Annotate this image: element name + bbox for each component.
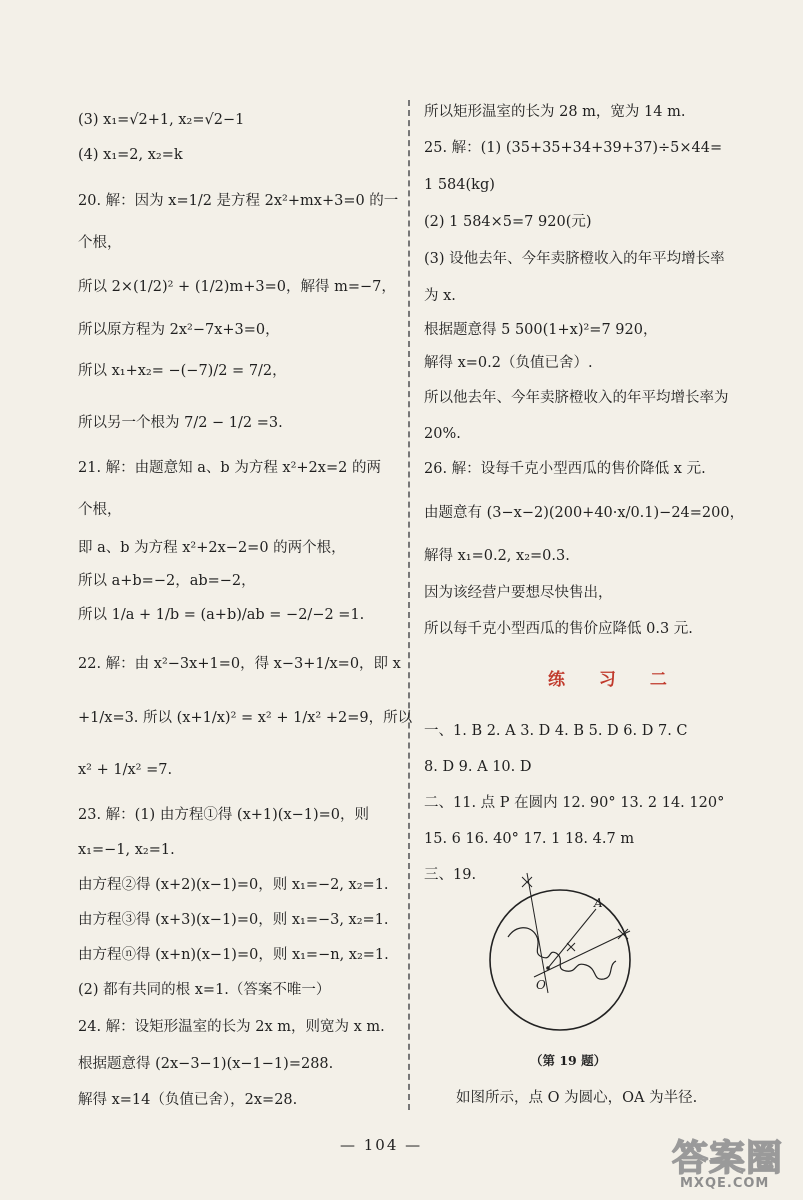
- center-point: [546, 966, 550, 970]
- text-line: 由题意有 (3−x−2)(200+40·x/0.1)−24=200，: [424, 505, 745, 521]
- text-line: (3) 设他去年、今年卖脐橙收入的年平均增长率: [424, 251, 725, 267]
- arc-mark: [522, 877, 532, 887]
- text-line: 由方程②得 (x+2)(x−1)=0，则 x₁=−2, x₂=1.: [78, 877, 389, 893]
- section-title: 练 习 二: [548, 670, 681, 690]
- label-o: O: [536, 978, 546, 992]
- text-line: 所以每千克小型西瓜的售价应降低 0.3 元.: [424, 621, 693, 637]
- watermark-url: MXQE.COM: [680, 1176, 770, 1191]
- text-line: 解得 x=14（负值已舍），2x=28.: [78, 1092, 298, 1108]
- text-line: (3) x₁=√2+1, x₂=√2−1: [78, 112, 245, 128]
- answer-line: 8. D 9. A 10. D: [424, 759, 532, 775]
- perpendicular-bisector-2: [534, 931, 630, 977]
- text-line: 为 x.: [424, 288, 456, 304]
- text-line: 因为该经营户要想尽快售出，: [424, 585, 613, 601]
- watermark-main-text: 答案圈: [672, 1138, 784, 1179]
- answer-line: 三、19.: [424, 867, 477, 883]
- text-line: 个根，: [78, 235, 122, 251]
- text-line: (2) 都有共同的根 x=1.（答案不唯一）: [78, 982, 331, 998]
- geometry-figure: [470, 865, 650, 1045]
- text-line: 26. 解：设每千克小型西瓜的售价降低 x 元.: [424, 461, 706, 477]
- text-line: 20. 解：因为 x=1/2 是方程 2x²+mx+3=0 的一: [78, 193, 399, 209]
- text-line: +1/x=3. 所以 (x+1/x)² = x² + 1/x² +2=9，所以: [78, 710, 413, 726]
- figure-caption: （第 19 题）: [530, 1053, 607, 1068]
- text-line: 由方程③得 (x+3)(x−1)=0，则 x₁=−3, x₂=1.: [78, 912, 389, 928]
- conclusion-text: 如图所示，点 O 为圆心，OA 为半径.: [456, 1090, 698, 1106]
- text-line: 20%.: [424, 426, 461, 442]
- text-line: 所以他去年、今年卖脐橙收入的年平均增长率为: [424, 390, 729, 406]
- text-line: x₁=−1, x₂=1.: [78, 842, 175, 858]
- text-line: 所以矩形温室的长为 28 m，宽为 14 m.: [424, 104, 686, 120]
- text-line: 所以 x₁+x₂= −(−7)/2 = 7/2，: [78, 363, 287, 379]
- text-line: 所以原方程为 2x²−7x+3=0，: [78, 322, 280, 338]
- text-line: 根据题意得 5 500(1+x)²=7 920，: [424, 322, 658, 338]
- text-line: 24. 解：设矩形温室的长为 2x m，则宽为 x m.: [78, 1019, 385, 1035]
- page-number: — 104 —: [340, 1136, 423, 1154]
- irregular-curve: [508, 928, 616, 979]
- text-line: 所以 1/a + 1/b = (a+b)/ab = −2/−2 =1.: [78, 607, 365, 623]
- text-line: 23. 解：(1) 由方程①得 (x+1)(x−1)=0，则: [78, 807, 370, 823]
- text-line: 解得 x=0.2（负值已舍）.: [424, 355, 593, 371]
- text-line: 所以另一个根为 7/2 − 1/2 =3.: [78, 415, 283, 431]
- text-line: 1 584(kg): [424, 177, 495, 193]
- label-a: A: [594, 896, 603, 910]
- text-line: x² + 1/x² =7.: [78, 762, 173, 778]
- text-line: 由方程ⓝ得 (x+n)(x−1)=0，则 x₁=−n, x₂=1.: [78, 947, 389, 963]
- arc-mark: [567, 943, 575, 951]
- text-line: 所以 2×(1/2)² + (1/2)m+3=0，解得 m=−7，: [78, 279, 396, 295]
- watermark-logo: [672, 1130, 798, 1196]
- text-line: (4) x₁=2, x₂=k: [78, 147, 183, 163]
- text-line: 个根，: [78, 502, 122, 518]
- text-line: 所以 a+b=−2，ab=−2，: [78, 573, 256, 589]
- text-line: 即 a、b 为方程 x²+2x−2=0 的两个根，: [78, 540, 346, 556]
- text-line: 根据题意得 (2x−3−1)(x−1−1)=288.: [78, 1056, 334, 1072]
- text-line: 21. 解：由题意知 a、b 为方程 x²+2x=2 的两: [78, 460, 381, 476]
- text-line: (2) 1 584×5=7 920(元): [424, 214, 592, 230]
- column-divider: [408, 100, 410, 1110]
- text-line: 解得 x₁=0.2, x₂=0.3.: [424, 548, 570, 564]
- answer-line: 15. 6 16. 40° 17. 1 18. 4.7 m: [424, 831, 635, 847]
- text-line: 22. 解：由 x²−3x+1=0，得 x−3+1/x=0，即 x: [78, 656, 401, 672]
- text-line: 25. 解：(1) (35+35+34+39+37)÷5×44=: [424, 140, 723, 156]
- answer-line: 一、1. B 2. A 3. D 4. B 5. D 6. D 7. C: [424, 723, 688, 739]
- answer-line: 二、11. 点 P 在圆内 12. 90° 13. 2 14. 120°: [424, 795, 725, 811]
